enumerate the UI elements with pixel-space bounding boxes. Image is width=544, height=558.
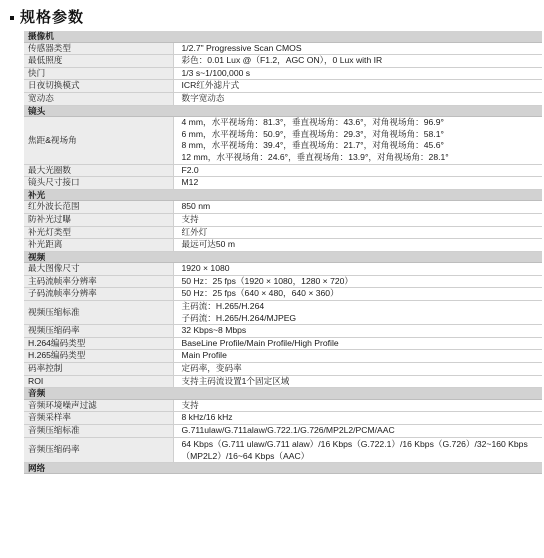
spec-value: 1/3 s~1/100,000 s — [173, 67, 542, 80]
spec-row — [24, 375, 542, 388]
spec-row — [24, 92, 542, 105]
section-heading: 摄像机 — [24, 31, 542, 42]
spec-row — [24, 275, 542, 288]
section-heading: 补光 — [24, 189, 542, 201]
spec-row — [24, 239, 542, 252]
spec-value: 最远可达50 m — [173, 239, 542, 252]
spec-value-line: 8 mm，水平视场角：39.4°，垂直视场角：21.7°，对角视场角：45.6° — [181, 140, 444, 151]
spec-value: F2.0 — [173, 164, 542, 177]
spec-value: 彩色：0.01 Lux @（F1.2，AGC ON），0 Lux with IR — [173, 55, 542, 68]
spec-row — [24, 425, 542, 438]
spec-value: 支持 — [173, 399, 542, 412]
spec-value: ICR红外滤片式 — [173, 80, 542, 93]
spec-value-line: （MP2L2）/16~64 Kbps（AAC） — [181, 450, 310, 461]
spec-label: 音频采样率 — [24, 412, 173, 425]
spec-row — [24, 67, 542, 80]
section-header — [24, 31, 542, 42]
spec-row — [24, 337, 542, 350]
spec-value: 850 nm — [173, 201, 542, 214]
section-heading: 音频 — [24, 388, 542, 400]
section-heading: 镜头 — [24, 105, 542, 117]
spec-row — [24, 363, 542, 376]
section-header — [24, 388, 542, 400]
section-header — [24, 105, 542, 117]
spec-value: G.711ulaw/G.711alaw/G.722.1/G.726/MP2L2/PCM/AAC — [173, 425, 542, 438]
spec-label: 传感器类型 — [24, 42, 173, 55]
spec-label: 码率控制 — [24, 363, 173, 376]
spec-value: 定码率，变码率 — [173, 363, 542, 376]
spec-row — [24, 213, 542, 226]
bullet-icon — [10, 16, 14, 20]
spec-label: 子码流帧率分辨率 — [24, 288, 173, 301]
spec-value-line: 4 mm，水平视场角：81.3°，垂直视场角：43.6°，对角视场角：96.9° — [181, 117, 444, 128]
spec-value: 数字宽动态 — [173, 92, 542, 105]
spec-label: 音频压缩标准 — [24, 425, 173, 438]
spec-value: 红外灯 — [173, 226, 542, 239]
spec-value: BaseLine Profile/Main Profile/High Profile — [173, 337, 542, 350]
spec-value-line: 主码流：H.265/H.264 — [181, 301, 265, 312]
spec-label: 主码流帧率分辨率 — [24, 275, 173, 288]
spec-label: ROI — [24, 375, 173, 388]
spec-row — [24, 42, 542, 55]
spec-row — [24, 201, 542, 214]
spec-label: 音频环境噪声过滤 — [24, 399, 173, 412]
section-header — [24, 251, 542, 263]
spec-label: 视频压缩码率 — [24, 325, 173, 338]
spec-row — [24, 301, 542, 325]
spec-value: 支持 — [173, 213, 542, 226]
spec-label: 宽动态 — [24, 92, 173, 105]
spec-value: M12 — [173, 177, 542, 190]
section-header — [24, 462, 542, 474]
section-heading: 视频 — [24, 251, 542, 263]
spec-row — [24, 80, 542, 93]
spec-value — [173, 437, 542, 462]
spec-value-line: 子码流：H.265/H.264/MJPEG — [181, 312, 297, 323]
spec-row — [24, 325, 542, 338]
spec-row — [24, 55, 542, 68]
spec-value — [173, 301, 542, 325]
spec-label: 补光距离 — [24, 239, 173, 252]
spec-label: 焦距&视场角 — [24, 117, 173, 164]
spec-label: 音频压缩码率 — [24, 437, 173, 462]
page-title-text: 规格参数 — [20, 9, 85, 26]
spec-row — [24, 177, 542, 190]
spec-label: 最低照度 — [24, 55, 173, 68]
page-title — [10, 6, 84, 27]
section-heading: 网络 — [24, 462, 542, 474]
spec-row — [24, 164, 542, 177]
section-header — [24, 189, 542, 201]
spec-row — [24, 350, 542, 363]
spec-label: 快门 — [24, 67, 173, 80]
spec-row — [24, 263, 542, 276]
spec-label: H.265编码类型 — [24, 350, 173, 363]
spec-row — [24, 226, 542, 239]
spec-value: 50 Hz：25 fps（640 × 480，640 × 360） — [173, 288, 542, 301]
spec-value: 8 kHz/16 kHz — [173, 412, 542, 425]
spec-label: 红外波长范围 — [24, 201, 173, 214]
spec-label: 补光灯类型 — [24, 226, 173, 239]
spec-value: 支持主码流设置1个固定区域 — [173, 375, 542, 388]
spec-value-line: 64 Kbps（G.711 ulaw/G.711 alaw）/16 Kbps（G.722.1）/16 Kbps（G.726）/32~160 Kbps — [181, 438, 528, 449]
spec-label: 防补光过曝 — [24, 213, 173, 226]
spec-row — [24, 412, 542, 425]
spec-value: 50 Hz：25 fps（1920 × 1080，1280 × 720） — [173, 275, 542, 288]
spec-row — [24, 288, 542, 301]
spec-label: 镜头尺寸接口 — [24, 177, 173, 190]
spec-value: 32 Kbps~8 Mbps — [173, 325, 542, 338]
spec-row — [24, 399, 542, 412]
spec-label: 最大光圈数 — [24, 164, 173, 177]
spec-value — [173, 117, 542, 164]
spec-row — [24, 437, 542, 462]
spec-value-line: 6 mm，水平视场角：50.9°，垂直视场角：29.3°，对角视场角：58.1° — [181, 128, 444, 139]
spec-table — [24, 31, 542, 474]
spec-label: 日夜切换模式 — [24, 80, 173, 93]
spec-row — [24, 117, 542, 164]
spec-value: 1920 × 1080 — [173, 263, 542, 276]
spec-value: 1/2.7" Progressive Scan CMOS — [173, 42, 542, 55]
spec-value-line: 12 mm，水平视场角：24.6°，垂直视场角：13.9°，对角视场角：28.1° — [181, 151, 449, 162]
spec-value: Main Profile — [173, 350, 542, 363]
spec-table-body — [24, 31, 542, 474]
spec-label: H.264编码类型 — [24, 337, 173, 350]
spec-label: 视频压缩标准 — [24, 301, 173, 325]
spec-label: 最大图像尺寸 — [24, 263, 173, 276]
